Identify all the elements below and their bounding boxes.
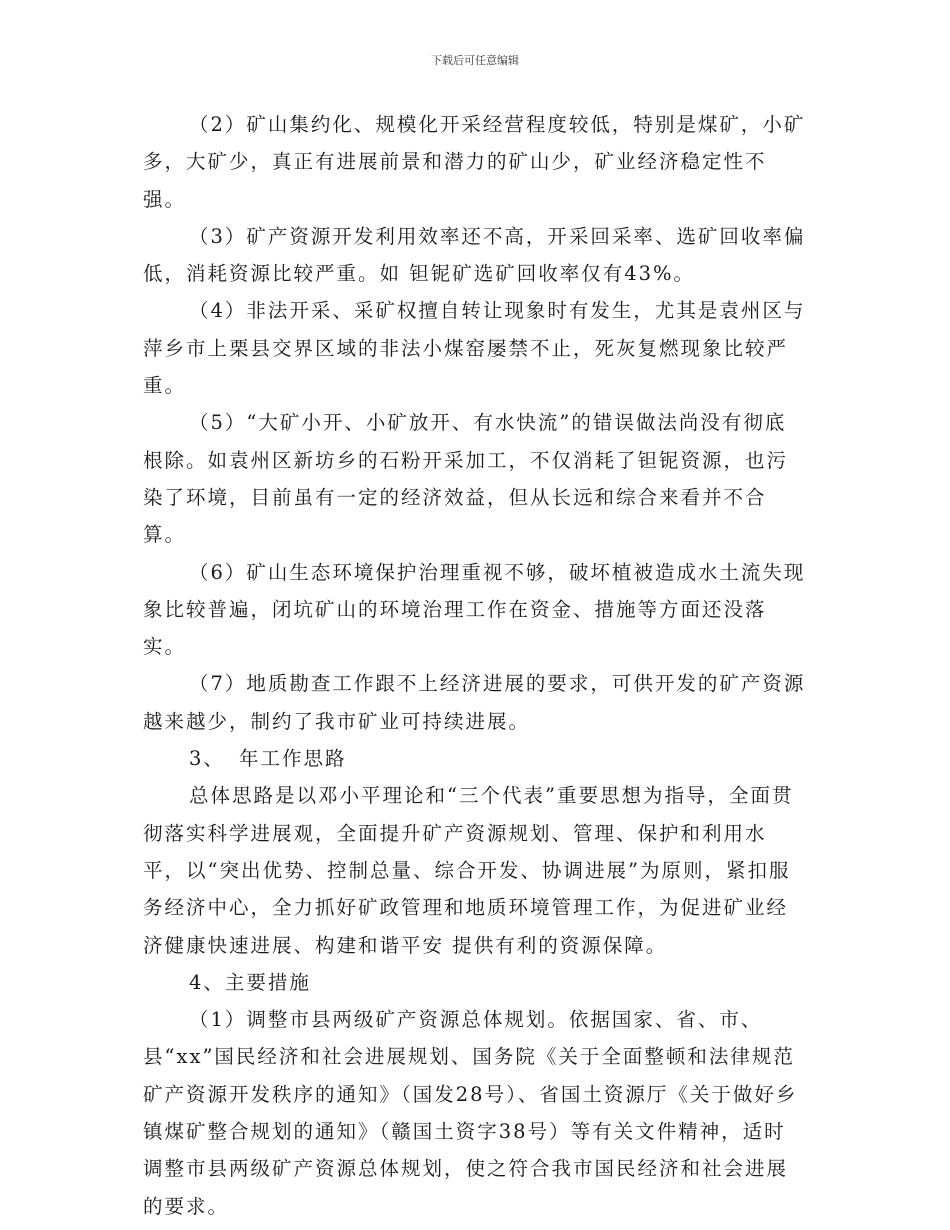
paragraph-issue-7: （7）地质勘查工作跟不上经济进展的要求，可供开发的矿产资源越来越少，制约了我市矿业可持续进展。: [143, 672, 806, 733]
section-heading-4: 4、主要措施: [189, 970, 311, 994]
section-number: 3、: [189, 747, 225, 771]
paragraph-issue-5: （5）“大矿小开、小矿放开、有水快流”的错误做法尚没有彻底根除。如袁州区新坊乡的石粉开采加工，不仅消耗了钽铌资源，也污染了环境，目前虽有一定的经济效益，但从长远和综合来看并不合算。: [143, 411, 789, 547]
paragraph-overall-approach: 总体思路是以邓小平理论和“三个代表”重要思想为指导，全面贯彻落实科学进展观，全面提升矿产资源规划、管理、保护和利用水平，以“突出优势、控制总量、综合开发、协调进展”为原则，紧扣服务经济中心，全力抓好矿政管理和地质环境管理工作，为促进矿业经济健康快速进展、构建和谐平安 提供有利的资源保障。: [143, 784, 794, 957]
paragraph-issue-3: （3）矿产资源开发利用效率还不高，开采回采率、选矿回收率偏低，消耗资源比较严重。如 钽铌矿选矿回收率仅有43%。: [143, 224, 806, 286]
paragraph-issue-6: （6）矿山生态环境保护治理重视不够，破坏植被造成水土流失现象比较普遍，闭坑矿山的环境治理工作在资金、措施等方面还没落实。: [143, 560, 806, 659]
paragraph-issue-2: （2）矿山集约化、规模化开采经营程度较低，特别是煤矿，小矿多，大矿少，真正有进展前景和潜力的矿山少，矿业经济稳定性不强。: [143, 113, 806, 211]
paragraph-issue-4: （4）非法开采、采矿权擅自转让现象时有发生，尤其是袁州区与萍乡市上栗县交界区域的非法小煤窑屡禁不止，死灰复燃现象比较严重。: [143, 299, 806, 398]
page-header: 下载后可任意编辑: [431, 54, 519, 67]
section-title: 年工作思路: [239, 747, 347, 771]
paragraph-measure-1: （1）调整市县两级矿产资源总体规划。依据国家、省、市、县“xx”国民经济和社会进展规划、国务院《关于全面整顿和法律规范矿产资源开发秩序的通知》（国发28号）、省国土资源厅《关于做好乡镇煤矿整合规划的通知》（赣国土资字38号）等有关文件精神，适时调整市县两级矿产资源总体规划，使之符合我市国民经济和社会进展的要求。: [143, 1008, 798, 1218]
document-body: [143, 106, 807, 1225]
section-heading-3: [143, 740, 807, 777]
